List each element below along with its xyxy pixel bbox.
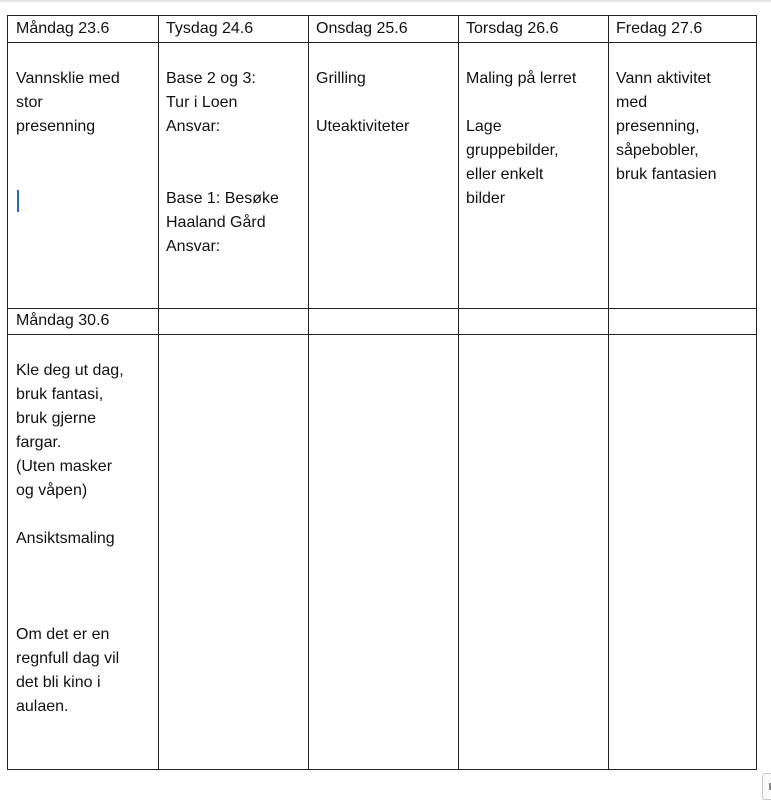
day-header-fri-27[interactable]: Fredag 27.6: [616, 20, 703, 37]
activity-cell-thu-26[interactable]: Maling på lerret Lage gruppebilder, eller enkelt bilder: [466, 70, 577, 207]
day-header-thu-26[interactable]: Torsdag 26.6: [466, 20, 559, 37]
day-header-mon-30[interactable]: Måndag 30.6: [16, 312, 110, 329]
day-header-tue-24[interactable]: Tysdag 24.6: [166, 20, 254, 37]
scroll-handle[interactable]: [762, 773, 771, 800]
day-header-wed-25[interactable]: Onsdag 25.6: [316, 20, 408, 37]
activity-cell-wed-25[interactable]: Grilling Uteaktiviteter: [316, 70, 410, 135]
document-top-edge: [0, 0, 771, 3]
activity-cell-mon-23[interactable]: Vannsklie med stor presenning: [16, 70, 120, 135]
day-header-mon-23[interactable]: Måndag 23.6: [16, 20, 110, 37]
text-cursor: [17, 190, 19, 212]
activity-cell-mon-30[interactable]: Kle deg ut dag, bruk fantasi, bruk gjerne fargar. (Uten masker og våpen) Ansiktsmaling Om det er en regnfull dag vil det bli kino i aulaen.: [16, 362, 124, 715]
activity-cell-tue-24[interactable]: Base 2 og 3: Tur i Loen Ansvar: Base 1: Besøke Haaland Gård Ansvar:: [166, 70, 279, 255]
schedule-table: [7, 15, 757, 770]
activity-cell-fri-27[interactable]: Vann aktivitet med presenning, såpebobler, bruk fantasien: [616, 70, 717, 183]
row-divider: [8, 42, 756, 43]
row-divider: [8, 334, 756, 335]
